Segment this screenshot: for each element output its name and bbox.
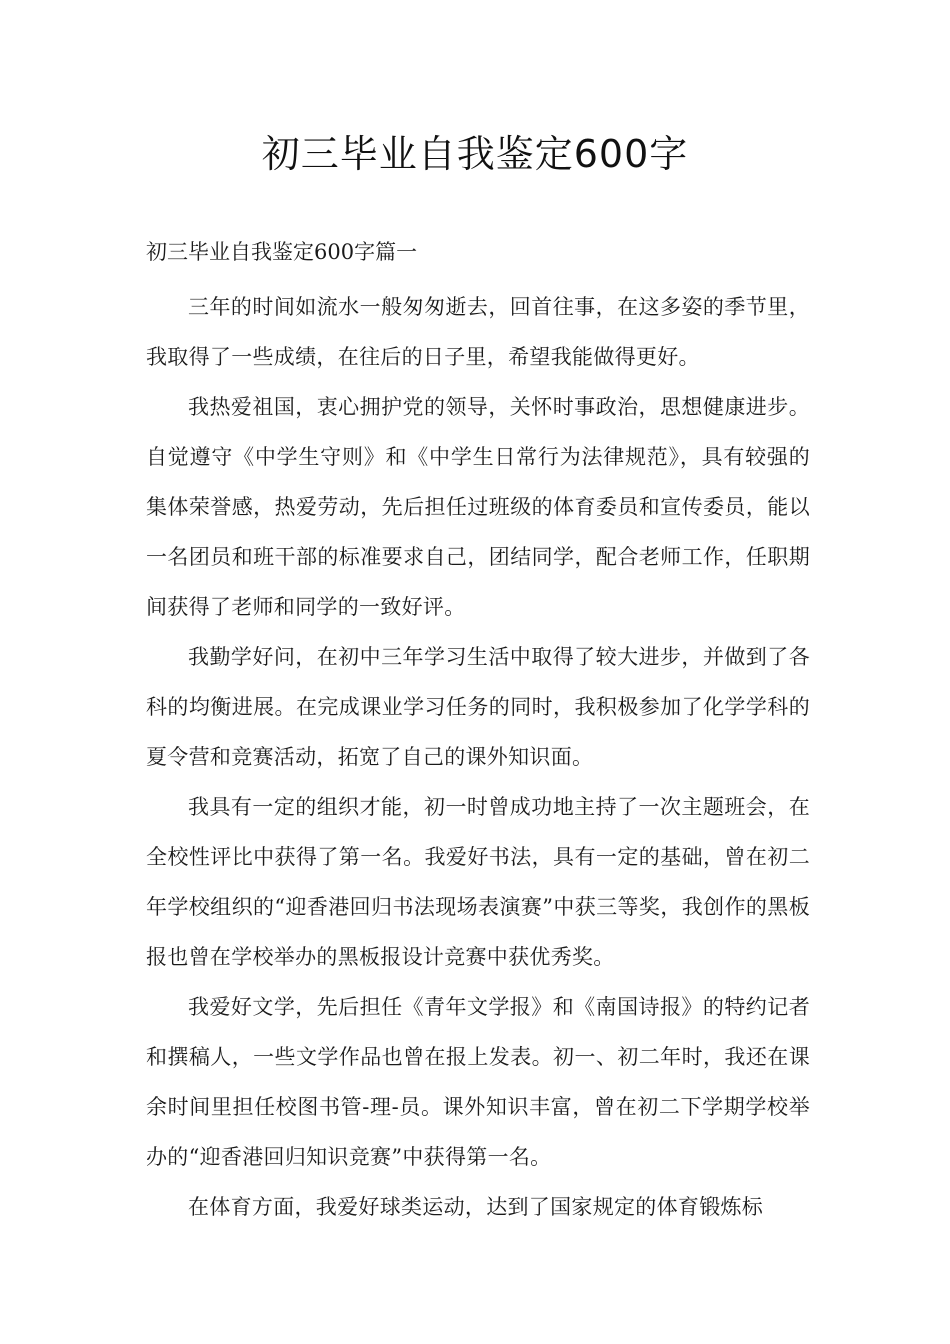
paragraph-5: 我爱好文学，先后担任《青年文学报》和《南国诗报》的特约记者和撰稿人，一些文学作品也曾在报上发表。初一、初二年时，我还在课余时间里担任校图书管-理-员。课外知识丰富，曾在初二下学期学校举办的“迎香港回归知识竞赛”中获得第一名。 — [146, 995, 810, 1169]
paragraph-4: 我具有一定的组织才能，初一时曾成功地主持了一次主题班会，在全校性评比中获得了第一名。我爱好书法，具有一定的基础，曾在初二年学校组织的“迎香港回归书法现场表演赛”中获三等奖，我创作的黑板报也曾在学校举办的黑板报设计竞赛中获优秀奖。 — [146, 795, 810, 969]
document-title: 初三毕业自我鉴定600字 — [261, 132, 689, 176]
paragraph-6: 在体育方面，我爱好球类运动，达到了国家规定的体育锻炼标 — [188, 1195, 764, 1219]
document-body — [146, 232, 810, 1232]
section-heading: 初三毕业自我鉴定600字篇一 — [146, 240, 418, 264]
paragraph-2: 我热爱祖国，衷心拥护党的领导，关怀时事政治，思想健康进步。自觉遵守《中学生守则》和《中学生日常行为法律规范》，具有较强的集体荣誉感，热爱劳动，先后担任过班级的体育委员和宣传委员，能以一名团员和班干部的标准要求自己，团结同学，配合老师工作，任职期间获得了老师和同学的一致好评。 — [146, 395, 810, 619]
paragraph-3: 我勤学好问，在初中三年学习生活中取得了较大进步，并做到了各科的均衡进展。在完成课业学习任务的同时，我积极参加了化学学科的夏令营和竞赛活动，拓宽了自己的课外知识面。 — [146, 645, 810, 769]
paragraph-1: 三年的时间如流水一般匆匆逝去，回首往事，在这多姿的季节里，我取得了一些成绩，在往后的日子里，希望我能做得更好。 — [146, 295, 810, 369]
